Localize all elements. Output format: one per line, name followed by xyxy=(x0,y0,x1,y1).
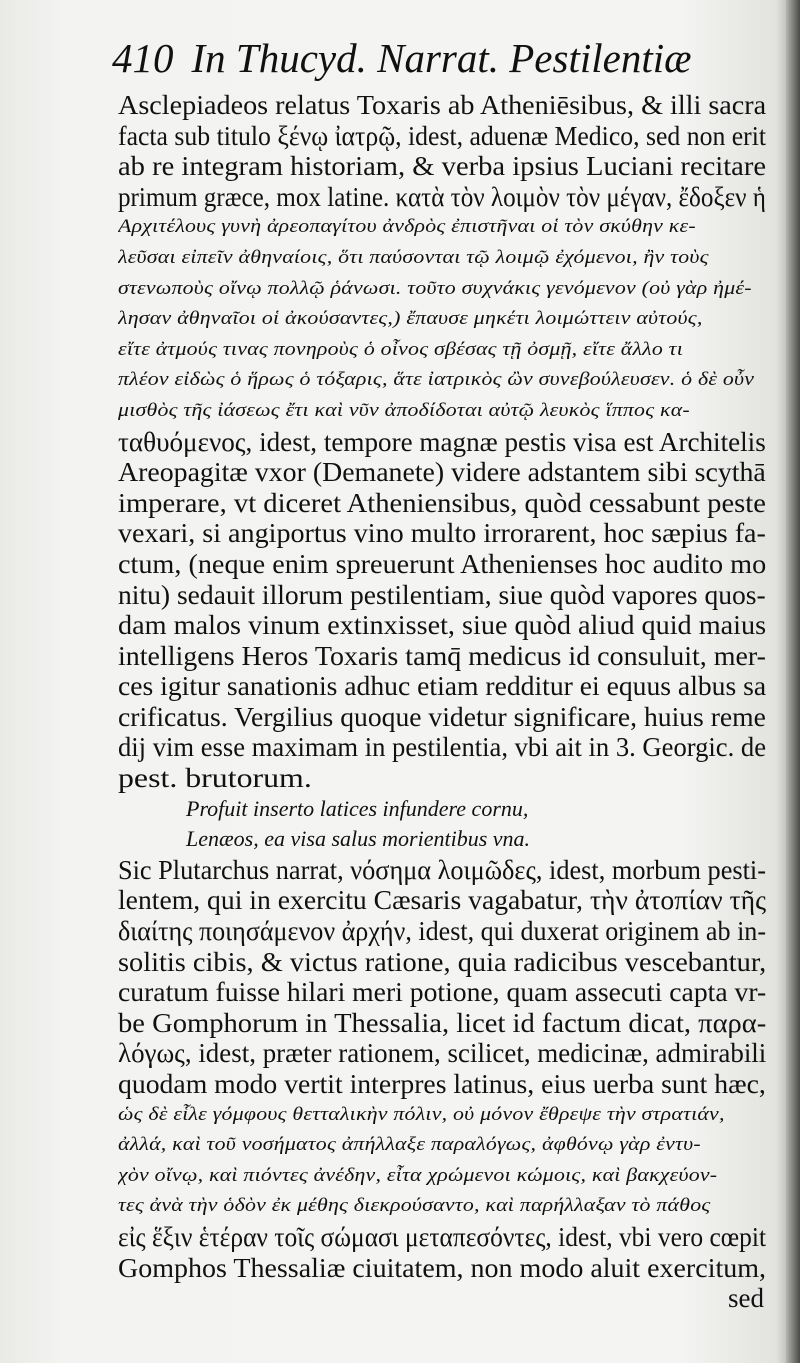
text-line: crificatus. Vergilius quoque videtur significare, huius reme xyxy=(118,701,766,732)
text-line: ὡς δὲ εἷλε γόμφους θετταλικὴν πόλιν, οὐ μόνον ἔθρεψε τὴν στρατιάν, xyxy=(118,1104,725,1125)
text-line: Sic Plutarchus narrat, νόσημα λοιμῶδες, idest, morbum pesti- xyxy=(118,854,766,885)
text-line: intelligens Heros Toxaris tamq̄ medicus id consuluit, mer- xyxy=(118,640,766,671)
text-line: dam malos vinum extinxisset, siue quòd aliud quid maius xyxy=(118,610,766,641)
text-line: μισθὸς τῆς ἰάσεως ἔτι καὶ νῦν ἀποδίδοται αὐτῷ λευκὸς ἵππος κα- xyxy=(118,400,690,421)
text-line: πλέον εἰδὼς ὁ ἥρως ὁ τόξαρις, ἅτε ἰατρικὸς ὢν συνεβούλευσεν. ὁ δὲ οὖν xyxy=(118,370,755,391)
text-line: διαίτης ποιησάμενον ἀρχήν, idest, qui duxerat originem ab in- xyxy=(118,916,766,947)
text-line: facta sub titulo ξένῳ ἰατρῷ, idest, aduenæ Medico, sed non erit xyxy=(118,120,766,151)
text-line: pest. brutorum. xyxy=(118,763,312,794)
verse-line: Profuit inserto latices infundere cornu, xyxy=(186,795,529,821)
text-line: λόγως, idest, præter rationem, scilicet, medicinæ, admirabili xyxy=(118,1038,766,1069)
text-line: ab re integram historiam, & verba ipsius Luciani recitare xyxy=(118,151,766,182)
text-line: χὸν οἴνῳ, καὶ πιόντες ἀνέδην, εἶτα χρώμενοι κώμοις, καὶ βακχεύον- xyxy=(118,1165,718,1186)
text-line: εἰς ἕξιν ἑτέραν τοῖς σώμασι μεταπεσόντες, idest, vbi vero cœpit xyxy=(118,1221,766,1252)
text-line: imperare, vt diceret Atheniensibus, quòd cessabunt peste xyxy=(118,487,766,518)
text-line: ταθυόμενος, idest, tempore magnæ pestis visa est Architelis xyxy=(118,426,766,457)
text-line: vexari, si angiportus vino multo irrorarent, hoc sæpius fa- xyxy=(118,518,766,549)
text-line: Gomphos Thessaliæ ciuitatem, non modo aluit exercitum, xyxy=(118,1252,766,1283)
text-line: nitu) sedauit illorum pestilentiam, siue quòd vapores quos- xyxy=(118,579,766,610)
text-line: dij vim esse maximam in pestilentia, vbi ait in 3. Georgic. de xyxy=(118,732,766,763)
text-line: λεῦσαι εἰπεῖν ἀθηναίοις, ὅτι παύσονται τῷ λοιμῷ ἐχόμενοι, ἢν τοὺς xyxy=(118,247,709,268)
page-gutter-shadow xyxy=(786,0,800,1363)
verse-line: Lenæos, ea visa salus morientibus vna. xyxy=(186,826,531,852)
text-line: quodam modo vertit interpres latinus, eius uerba sunt hæc, xyxy=(118,1069,766,1099)
page-number: 410 xyxy=(112,35,174,81)
catchword: sed xyxy=(728,1283,764,1314)
text-line: ἀλλά, καὶ τοῦ νοσήματος ἀπήλλαξε παραλόγως, ἀφθόνῳ γὰρ ἐντυ- xyxy=(118,1135,701,1156)
text-line: solitis cibis, & victus ratione, quia radicibus vescebantur, xyxy=(118,946,766,977)
text-line: ctum, (neque enim spreuerunt Athenienses hoc audito mo xyxy=(118,548,766,579)
text-line: be Gomphorum in Thessalia, licet id factum dicat, παρα- xyxy=(118,1007,766,1038)
text-line: στενωποὺς οἴνῳ πολλῷ ῥάνωσι. τοῦτο συχνάκις γενόμενον (οὐ γὰρ ἠμέ- xyxy=(118,278,752,299)
text-line: lentem, qui in exercitu Cæsaris vagabatur, τὴν ἀτοπίαν τῆς xyxy=(118,885,766,916)
text-line: curatum fuisse hilari meri potione, quam assecuti capta vr- xyxy=(118,977,766,1008)
text-line: Αρχιτέλους γυνὴ ἀρεοπαγίτου ἀνδρὸς ἐπιστῆναι οἱ τὸν σκύθην κε- xyxy=(118,217,696,238)
text-line: τες ἀνὰ τὴν ὁδὸν ἐκ μέθης διεκρούσαντο, καὶ παρήλλαξαν τὸ πάθος xyxy=(118,1196,711,1217)
text-line: primum græce, mox latine. κατὰ τὸν λοιμὸν τὸν μέγαν, ἔδοξεν ἡ xyxy=(118,181,766,212)
text-line: ces igitur sanationis adhuc etiam redditur ei equus albus sa xyxy=(118,671,766,702)
text-line: Areopagitæ vxor (Demanete) videre adstantem sibi scythā xyxy=(118,457,766,488)
running-header xyxy=(112,30,772,86)
text-line: Asclepiadeos relatus Toxaris ab Atheniēsibus, & illi sacra xyxy=(118,90,766,120)
text-line: λησαν ἀθηναῖοι οἱ ἀκούσαντες,) ἔπαυσε μηκέτι λοιμώττειν αὐτούς, xyxy=(118,309,703,330)
running-title: In Thucyd. Narrat. Pestilentiæ xyxy=(191,35,692,81)
text-line: εἴτε ἀτμούς τινας πονηροὺς ὁ οἶνος σβέσας τῇ ὀσμῇ, εἴτε ἄλλο τι xyxy=(118,339,684,360)
text-body xyxy=(118,90,766,1314)
